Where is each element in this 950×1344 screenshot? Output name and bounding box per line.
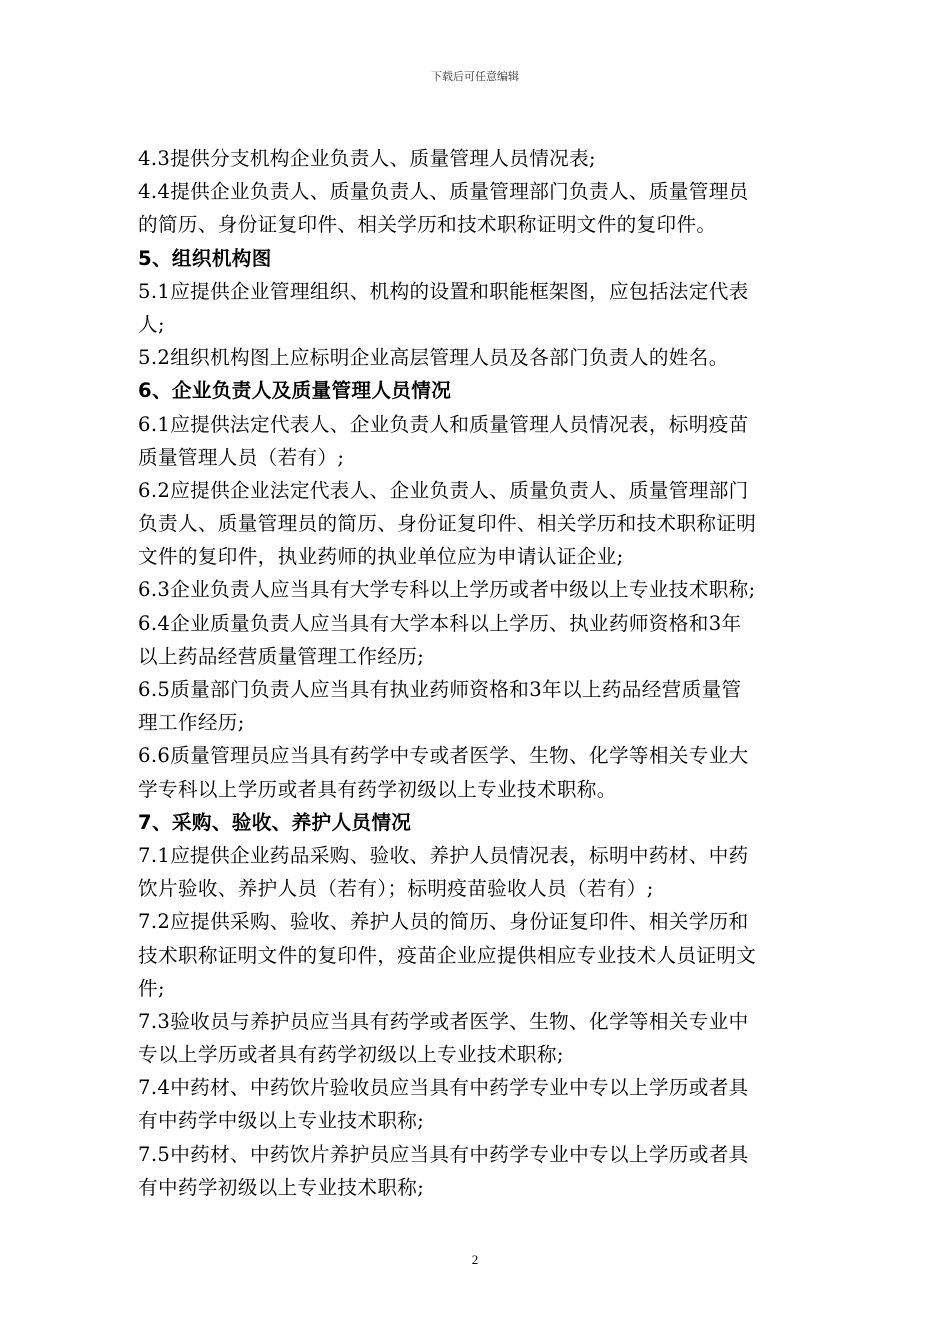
text-line: 有中药学中级以上专业技术职称;	[138, 1109, 425, 1133]
text-line: 文件的复印件，执业药师的执业单位应为申请认证企业;	[138, 545, 624, 569]
text-line: 5.1应提供企业管理组织、机构的设置和职能框架图，应包括法定代表	[138, 279, 749, 303]
text-line: 专以上学历或者具有药学初级以上专业技术职称;	[138, 1043, 564, 1067]
text-line: 饮片验收、养护人员（若有）；标明疫苗验收人员（若有）;	[138, 877, 654, 901]
text-line: 6.2应提供企业法定代表人、企业负责人、质量负责人、质量管理部门	[138, 478, 749, 502]
text-line: 7.4中药材、中药饮片验收员应当具有中药学专业中专以上学历或者具	[138, 1076, 749, 1100]
text-line: 7.5中药材、中药饮片养护员应当具有中药学专业中专以上学历或者具	[138, 1142, 749, 1166]
text-line: 4.3提供分支机构企业负责人、质量管理人员情况表;	[138, 147, 596, 170]
text-line: 7.1应提供企业药品采购、验收、养护人员情况表，标明中药材、中药	[138, 843, 749, 867]
page-header: 下载后可任意编辑	[431, 70, 519, 83]
text-line: 以上药品经营质量管理工作经历;	[138, 644, 425, 668]
text-line: 6.4企业质量负责人应当具有大学本科以上学历、执业药师资格和3年	[138, 611, 742, 635]
text-line: 6.1应提供法定代表人、企业负责人和质量管理人员情况表，标明疫苗	[138, 412, 749, 436]
text-line: 6.3企业负责人应当具有大学专科以上学历或者中级以上专业技术职称;	[138, 578, 756, 602]
text-line: 7.2应提供采购、验收、养护人员的简历、身份证复印件、相关学历和	[138, 910, 749, 934]
text-line: 6.5质量部门负责人应当具有执业药师资格和3年以上药品经营质量管	[138, 678, 742, 701]
text-line: 技术职称证明文件的复印件，疫苗企业应提供相应专业技术人员证明文	[138, 943, 757, 967]
section-heading: 6、企业负责人及质量管理人员情况	[138, 379, 452, 403]
section-heading: 7、采购、验收、养护人员情况	[138, 810, 412, 834]
text-line: 4.4提供企业负责人、质量负责人、质量管理部门负责人、质量管理员	[138, 180, 749, 204]
section-heading: 5、组织机构图	[138, 246, 272, 270]
text-line: 5.2组织机构图上应标明企业高层管理人员及各部门负责人的姓名。	[138, 346, 729, 370]
document-body	[138, 142, 828, 1204]
text-line: 的简历、身份证复印件、相关学历和技术职称证明文件的复印件。	[138, 213, 717, 237]
text-line: 负责人、质量管理员的简历、身份证复印件、相关学历和技术职称证明	[138, 512, 757, 536]
text-line: 理工作经历;	[138, 711, 245, 735]
text-line: 有中药学初级以上专业技术职称;	[138, 1175, 425, 1199]
text-line: 人;	[138, 312, 165, 336]
text-line: 学专科以上学历或者具有药学初级以上专业技术职称。	[138, 777, 617, 801]
text-line: 件;	[138, 976, 165, 1000]
page-number: 2	[471, 1252, 479, 1267]
text-line: 6.6质量管理员应当具有药学中专或者医学、生物、化学等相关专业大	[138, 744, 749, 768]
text-line: 7.3验收员与养护员应当具有药学或者医学、生物、化学等相关专业中	[138, 1009, 749, 1033]
text-line: 质量管理人员（若有）;	[138, 445, 345, 469]
